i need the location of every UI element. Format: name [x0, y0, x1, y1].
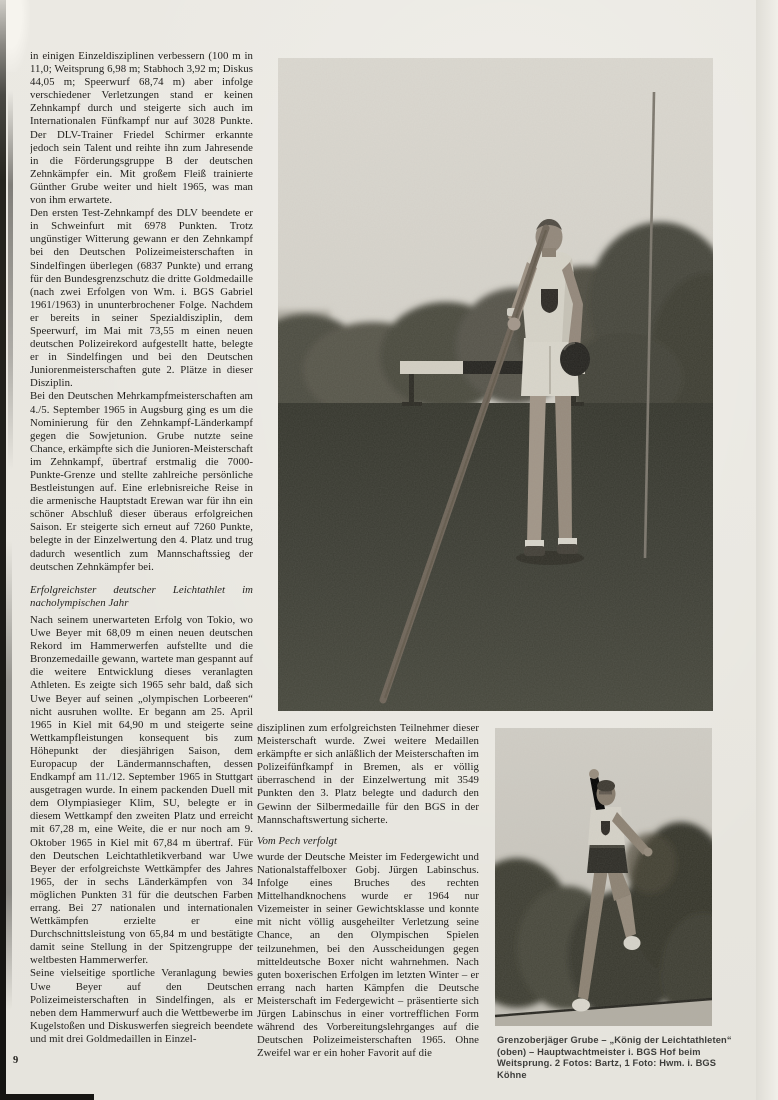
page-number: 9 [13, 1055, 19, 1066]
section-heading-bad-luck: Vom Pech verfolgt [257, 834, 338, 847]
paragraph-augsburg-championships: Bei den Deutschen Mehrkampfmeisterschaften am 4./5. September 1965 in Augsburg ging es um die Nominierung für den Zehnkampf-Länderkampf gegen die Sowjetunion. Grube nutzte seine Chance, erkämpfte sich die Junioren-Meisterschaft im Zehnkampf, übertraf erstmalig die 7000-Punkte-Grenze und stellte zahlreiche persönliche Bestleistungen auf. Eine erlebnisreiche Reise in die armenische Hauptstadt Erewan war für ihn ein schöner Abschluß dieser überaus erfolgreichen Saison. Er steigerte sich erneut auf 7260 Punkte, belegte in der Einzelwertung den 4. Platz und trug dadurch wesentlich zum Mannschaftssieg der deutschen Zehnkämpfer bei. [30, 390, 253, 573]
paragraph-labinschus: wurde der Deutsche Meister im Federgewicht und Nationalstaffelboxer Gobj. Jürgen Labinschus. Infolge eines Bruches des rechten Mittelhandknochens wurde er 1964 nur Vizemeister in seiner Gewichtsklasse und konnte mit nicht völlig ausgeheilter Verletzung seine Chance, an den Olympischen Spielen teilzunehmen, bei den Ausscheidungen gegen mitteldeutsche Boxer nicht wahrnehmen. Nach guten boxerischen Erfolgen im letzten Winter – er errang nach harten Kämpfen die Deutsche Meisterschaft im Federgewicht – präsentierte sich Jürgen Labinschus in einer vortrefflichen Form während des Vorbereitungslehrganges auf die Deutschen Polizeimeisterschaften 1965. Ohne Zweifel war er ein hoher Favorit auf die [257, 850, 479, 1060]
film-grain [278, 58, 713, 711]
left-column [30, 50, 253, 1074]
page-right-edge [756, 0, 778, 1100]
paragraph-beyer-season: Nach seinem unerwarteten Erfolg von Tokio, wo Uwe Beyer mit 68,09 m einen neuen deutschen Rekord im Hammerwerfen aufstellte und die Bronzemedaille gewann, wartete man gespannt auf die weitere Entwicklung dieses veranlagten Athleten. Es zeigte sich 1965 sehr bald, daß sich Uwe Beyer auf seinen „olympischen Lorbeeren“ nicht ausruhen wollte. Er begann am 25. April 1965 in Kiel mit 64,90 m und steigerte seine Wettkampfleistungen konsequent bis zum Höhepunkt der diesjährigen Saison, dem Europacup der Ländermannschaften, dessen Endkampf am 11./12. September 1965 in Stuttgart ausgetragen wurde. In einem packenden Duell mit dem Olympiasieger Klim, SU, belegte er in diesem Wettkampf den zweiten Platz und erreicht mit 67,28 m, eine Weite, die er nur noch am 9. Oktober 1965 in Kiel mit 67,84 m übertraf. Für den Deutschen Leichtathletikverband war Uwe Beyer der erfolgreichste Wettkämpfer des Jahres 1965, der in sechs Länderkämpfen von 34 möglichen Punkten 31 für die deutschen Farben errang. Bei 27 nationalen und internationalen Wettkämpfen erzielte er eine Durchschnittsleistung von 65,84 m und bestätigte damit seine Stellung in der Spitzengruppe der weltbesten Hammerwerfer. [30, 613, 253, 967]
photo-long-jump [495, 728, 712, 1026]
scan-bottom-strip [0, 1094, 94, 1100]
middle-column [257, 722, 479, 1070]
film-grain [495, 728, 712, 1026]
page-corner-highlight [2, 0, 30, 72]
binding-shadow-lower [6, 540, 12, 1010]
photo-caption: Grenzoberjäger Grube – „König der Leichtathleten“ (oben) – Hauptwachtmeister i. BGS Hof beim Weitsprung. 2 Fotos: Bartz, 1 Foto: Hwm. i. BGS Köhne [497, 1035, 732, 1081]
binding-shadow-upper [8, 90, 13, 470]
photo-decathlete-grube [278, 58, 713, 711]
paragraph-grube-results: in einigen Einzeldisziplinen verbessern (100 m in 11,0; Weitsprung 6,98 m; Stabhoch 3,92 m; Diskus 44,05 m; Speerwurf 68,74 m) aber infolge verschiedener Verletzungen stand er keinen Zehnkampf durch und steigerte sich auch im Internationalen Fünfkampf nur auf 3028 Punkte. Der DLV-Trainer Friedel Schirmer erkannte jedoch sein Talent und reihte ihn zum Jahresende in die Förderungsgruppe B der deutschen Zehnkämpfer ein. Mit großem Fleiß trainierte Günther Grube weiter und hielt 1965, was man von ihm erwartete. [30, 50, 253, 207]
paragraph-beyer-police-championships: Seine vielseitige sportliche Veranlagung bewies Uwe Beyer auf den Deutschen Polizeimeisterschaften in Sindelfingen, als er neben dem Hammerwurf auch die Wettbewerbe im Kugelstoßen und Diskuswerfen siegreich beendete und mit drei Goldmedaillen in Einzel- [30, 967, 253, 1045]
section-heading-beyer: Erfolgreichster deutscher Leichtathlet im nacholympischen Jahr [30, 583, 253, 609]
paragraph-beyer-medals: disziplinen zum erfolgreichsten Teilnehmer dieser Meisterschaft wurde. Zwei weitere Medaillen erkämpfte er sich anläßlich der Meisterschaften im Polizeifünfkampf in Bremen, als er völlig überraschend in der Einzelwertung mit 3549 Punkten den 3. Platz belegte und dadurch den Gewinn der Silbermedaille für den BGS in der Mannschaftswertung sicherte. [257, 722, 479, 826]
paragraph-test-decathlon: Den ersten Test-Zehnkampf des DLV beendete er in Schweinfurt mit 6978 Punkten. Trotz ungünstiger Witterung gewann er den Zehnkampf bei den Deutschen Polizeimeisterschaften in Sindelfingen überlegen (6837 Punkte) und errang für den Bundesgrenzschutz die dritte Goldmedaille (nach zwei Erfolgen von Wm. i. BGS Gabriel 1961/1963) in ununterbrochener Folge. Nachdem er bereits in seiner Spezialdisziplin, dem Speerwurf, im Mai mit 73,55 m einen neuen deutschen Polizeirekord aufgestellt hatte, belegte er in Sindelfingen und bei den Deutschen Juniorenmeisterschaften gute 2. Plätze in dieser Disziplin. [30, 207, 253, 390]
